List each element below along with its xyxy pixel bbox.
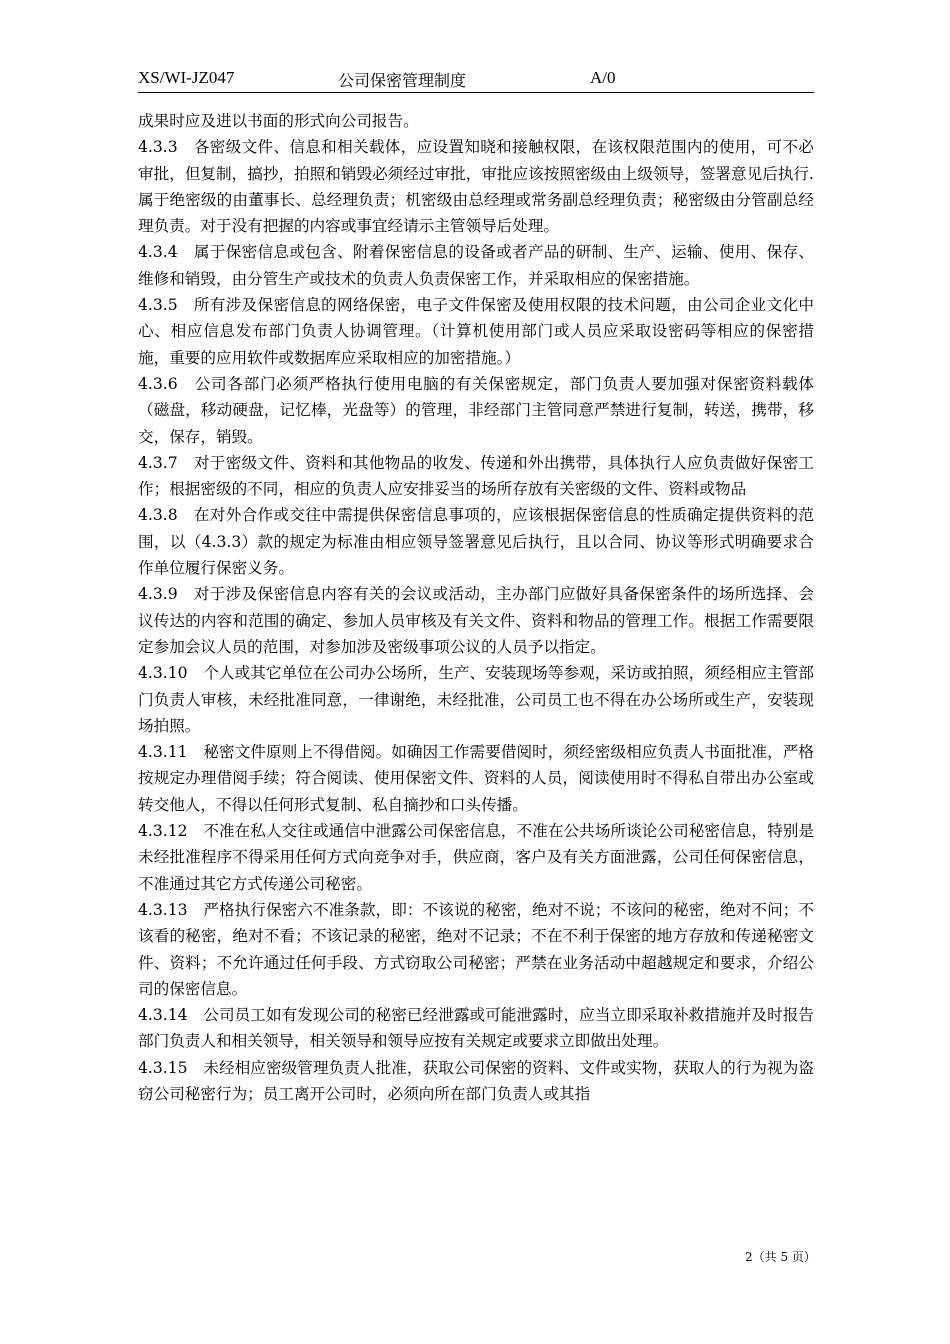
document-code: XS/WI-JZ047 [138, 68, 235, 87]
clause-4-3-14: 4.3.14 公司员工如有发现公司的秘密已经泄露或可能泄露时，应当立即采取补救措施并及时报告部门负责人和相关领导，相关领导和领导应按有关规定或要求立即做出处理。 [138, 1006, 814, 1051]
document-revision: A/0 [590, 68, 616, 87]
paragraph: 成果时应及进以书面的形式向公司报告。 [138, 112, 419, 130]
clause-4-3-9: 4.3.9 对于涉及保密信息内容有关的会议或活动，主办部门应做好具备保密条件的场所选择、会议传达的内容和范围的确定、参加人员审核及有关文件、资料和物品的管理工作。根据工作需要限定参加会议人员的范围，对参加涉及密级事项公议的人员予以指定。 [138, 585, 814, 656]
clause-4-3-3: 4.3.3 各密级文件、信息和相关载体，应设置知晓和接触权限，在该权限范围内的使用，可不必审批，但复制，搞抄，拍照和销毁必须经过审批，审批应该按照密级由上级领导，签署意见后执行.属于绝密级的由董事长、总经理负责；机密级由总经理或常务副总经理负责；秘密级由分管副总经理负责。对于没有把握的内容或事宜经请示主管领导后处理。 [138, 138, 814, 236]
clause-4-3-8: 4.3.8 在对外合作或交往中需提供保密信息事项的，应该根据保密信息的性质确定提供资料的范围，以（4.3.3）款的规定为标准由相应领导签署意见后执行，且以合同、协议等形式明确要求合作单位履行保密义务。 [138, 506, 814, 578]
clause-4-3-7: 4.3.7 对于密级文件、资料和其他物品的收发、传递和外出携带，具体执行人应负责做好保密工作；根据密级的不同，相应的负责人应安排妥当的场所存放有关密级的文件、资料或物品 [138, 453, 814, 499]
page-number: 2（共 5 页） [745, 1250, 816, 1264]
clause-4-3-6: 4.3.6 公司各部门必须严格执行使用电脑的有关保密规定，部门负责人要加强对保密资料载体（磁盘，移动硬盘，记忆棒，光盘等）的管理，非经部门主管同意严禁进行复制，转送，携带，移交，保存，销毁。 [138, 374, 814, 446]
clause-4-3-13: 4.3.13 严格执行保密六不准条款，即：不该说的秘密，绝对不说；不该问的秘密，绝对不问；不该看的秘密，绝对不看；不该记录的秘密，绝对不记录；不在不利于保密的地方存放和传递秘密文件、资料；不允许通过任何手段、方式窃取公司秘密；严禁在业务活动中超越规定和要求，介绍公司的保密信息。 [138, 900, 814, 998]
document-title: 公司保密管理制度 [338, 71, 467, 90]
clause-4-3-15: 4.3.15 未经相应密级管理负责人批准，获取公司保密的资料、文件或实物，获取人的行为视为盗窃公司秘密行为；员工离开公司时，必须向所在部门负责人或其指 [138, 1058, 814, 1103]
clause-4-3-12: 4.3.12 不准在私人交往或通信中泄露公司保密信息，不准在公共场所谈论公司秘密信息，特别是未经批准程序不得采用任何方式向竞争对手，供应商，客户及有关方面泄露，公司任何保密信息，不准通过其它方式传递公司秘密。 [138, 822, 814, 893]
page-header [138, 66, 814, 93]
clause-4-3-10: 4.3.10 个人或其它单位在公司办公场所，生产、安装现场等参观，采访或拍照，须经相应主管部门负责人审核，未经批准同意，一律谢绝，未经批准，公司员工也不得在办公场所或生产，安装现场拍照。 [138, 664, 814, 735]
clause-4-3-4: 4.3.4 属于保密信息或包含、附着保密信息的设备或者产品的研制、生产、运输、使用、保存、维修和销毁，由分管生产或技术的负责人负责保密工作，并采取相应的保密措施。 [138, 243, 814, 288]
clause-4-3-5: 4.3.5 所有涉及保密信息的网络保密，电子文件保密及使用权限的技术问题，由公司企业文化中心、相应信息发布部门负责人协调管理。（计算机使用部门或人员应采取设密码等相应的保密措施，重要的应用软件或数据库应采取相应的加密措施。） [138, 296, 814, 367]
document-body [138, 108, 814, 1107]
clause-4-3-11: 4.3.11 秘密文件原则上不得借阅。如确因工作需要借阅时，须经密级相应负责人书面批准，严格按规定办理借阅手续；符合阅读、使用保密文件、资料的人员，阅读使用时不得私自带出办公室或转交他人，不得以任何形式复制、私自摘抄和口头传播。 [138, 743, 814, 814]
